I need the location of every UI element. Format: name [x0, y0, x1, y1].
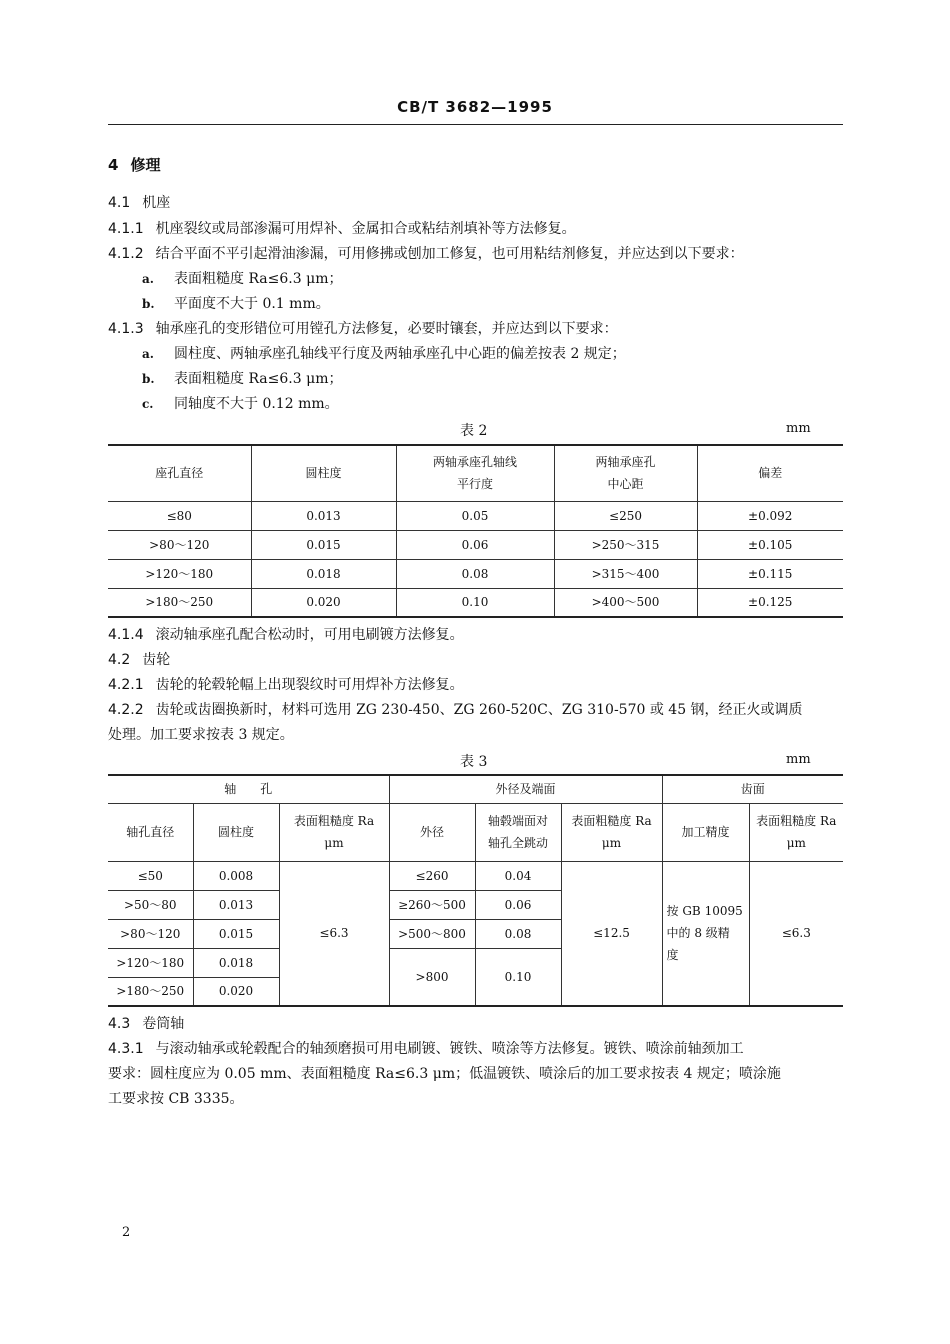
cell-line: 按 GB 10095	[666, 904, 743, 919]
table-header-row	[108, 803, 843, 861]
table-cell: 0.013	[251, 501, 396, 530]
table-cell: >500～800	[389, 919, 475, 948]
col-header: 圆柱度	[251, 445, 396, 501]
header-line: 表面粗糙度 Ra	[293, 814, 375, 828]
table-cell: ±0.125	[697, 588, 843, 617]
item-label: b.	[142, 372, 155, 386]
col-header: 圆柱度	[193, 803, 279, 861]
table-cell: 0.08	[396, 559, 554, 588]
clause-number: 4.3.1	[108, 1041, 144, 1057]
table-cell: 0.008	[193, 861, 279, 890]
section-title: 齿轮	[142, 652, 171, 668]
table-cell: 0.020	[193, 977, 279, 1006]
table-cell: ≥260～500	[389, 890, 475, 919]
table-2-caption: 表 2	[460, 423, 488, 439]
table-cell: ±0.115	[697, 559, 843, 588]
section-number: 4.3	[108, 1016, 131, 1032]
clause-4-1-4	[108, 626, 464, 644]
table-cell: 0.08	[475, 919, 561, 948]
item-text: 平面度不大于 0.1 mm。	[174, 296, 330, 312]
clause-4-1-1	[108, 220, 576, 238]
clause-text: 轴承座孔的变形错位可用镗孔方法修复，必要时镶套，并应达到以下要求：	[155, 321, 618, 337]
col-header: 轴孔直径	[108, 803, 193, 861]
table-cell	[662, 861, 749, 1006]
page-number: 2	[122, 1225, 131, 1240]
clause-text: 结合平面不平引起滑油渗漏，可用修拂或刨加工修复，也可用粘结剂修复，并应达到以下要求：	[155, 246, 744, 262]
clause-number: 4.1.1	[108, 221, 144, 237]
list-item	[142, 395, 339, 413]
table-cell: ±0.092	[697, 501, 843, 530]
cell-line: 中的 8 级精	[666, 926, 730, 941]
clause-text: 与滚动轴承或轮毂配合的轴颈磨损可用电刷镀、镀铁、喷涂等方法修复。镀铁、喷涂前轴颈加工	[155, 1041, 744, 1057]
col-header	[554, 445, 697, 501]
table-row	[108, 530, 843, 559]
clause-4-3-1-cont: 工要求按 CB 3335。	[108, 1091, 244, 1107]
header-line: 表面粗糙度 Ra	[756, 814, 837, 828]
list-item	[142, 270, 342, 288]
header-line: μm	[786, 836, 806, 850]
clause-4-3-1	[108, 1040, 744, 1058]
item-text: 同轴度不大于 0.12 mm。	[174, 396, 339, 412]
section-title: 修理	[130, 156, 161, 174]
table-cell: 0.10	[396, 588, 554, 617]
table-cell: >50～80	[108, 890, 193, 919]
header-line: 平行度	[456, 477, 493, 492]
table-2	[108, 444, 843, 618]
list-item	[142, 370, 342, 388]
header-line: μm	[324, 836, 344, 850]
item-label: b.	[142, 297, 155, 311]
clause-number: 4.1.2	[108, 246, 144, 262]
clause-text: 齿轮的轮毂轮幅上出现裂纹时可用焊补方法修复。	[155, 677, 464, 693]
table-cell: >120～180	[108, 559, 251, 588]
table-cell: 0.06	[475, 890, 561, 919]
clause-number: 4.1.4	[108, 627, 144, 643]
table-3-unit: mm	[786, 752, 811, 767]
clause-4-3-1-cont: 要求：圆柱度应为 0.05 mm、表面粗糙度 Ra≤6.3 μm；低温镀铁、喷涂后的加工要求按表 4 规定；喷涂施	[108, 1066, 781, 1082]
table-header-row	[108, 445, 843, 501]
table-cell: 0.10	[475, 948, 561, 1006]
table-cell: ≤260	[389, 861, 475, 890]
table-cell: 0.015	[251, 530, 396, 559]
header-line: 轴孔全跳动	[487, 836, 548, 850]
table-cell: >120～180	[108, 948, 193, 977]
table-row	[108, 588, 843, 617]
col-header: 外径	[389, 803, 475, 861]
clause-4-1-3	[108, 320, 618, 338]
item-text: 圆柱度、两轴承座孔轴线平行度及两轴承座孔中心距的偏差按表 2 规定；	[174, 346, 626, 362]
clause-4-2-2-cont: 处理。加工要求按表 3 规定。	[108, 727, 294, 743]
cell-line: 度	[666, 948, 679, 963]
clause-number: 4.2.2	[108, 702, 144, 718]
section-number: 4.1	[108, 195, 131, 211]
col-header	[475, 803, 561, 861]
clause-4-2-1	[108, 676, 464, 694]
col-header: 座孔直径	[108, 445, 251, 501]
clause-4-1-2	[108, 245, 744, 263]
table-cell: ≤6.3	[279, 861, 389, 1006]
section-title: 机座	[142, 195, 171, 211]
item-text: 表面粗糙度 Ra≤6.3 μm；	[174, 371, 343, 387]
clause-text: 滚动轴承座孔配合松动时，可用电刷镀方法修复。	[155, 627, 464, 643]
table-cell: 0.04	[475, 861, 561, 890]
table-cell: 0.06	[396, 530, 554, 559]
table-row	[108, 861, 843, 890]
header-line: 两轴承座孔	[595, 455, 656, 470]
group-header: 齿面	[662, 775, 843, 803]
col-header	[561, 803, 662, 861]
table-row	[108, 559, 843, 588]
table-cell: >80～120	[108, 530, 251, 559]
col-header: 加工精度	[662, 803, 749, 861]
table-cell: 0.015	[193, 919, 279, 948]
table-cell: ≤12.5	[561, 861, 662, 1006]
table-cell: ≤80	[108, 501, 251, 530]
table-cell: ≤250	[554, 501, 697, 530]
col-header	[279, 803, 389, 861]
header-line: 轴毂端面对	[487, 814, 548, 828]
table-3	[108, 774, 843, 1007]
item-label: a.	[142, 347, 154, 361]
section-4-3-heading	[108, 1015, 184, 1033]
table-cell: >250～315	[554, 530, 697, 559]
table-cell: >800	[389, 948, 475, 1006]
table-cell: 0.05	[396, 501, 554, 530]
group-header: 外径及端面	[389, 775, 662, 803]
header-line: μm	[601, 836, 622, 850]
section-title: 卷筒轴	[142, 1016, 185, 1032]
clause-4-2-2	[108, 701, 803, 719]
table-row	[108, 501, 843, 530]
col-header: 偏差	[697, 445, 843, 501]
section-4-2-heading	[108, 651, 170, 669]
item-label: c.	[142, 397, 154, 411]
table-cell: >400～500	[554, 588, 697, 617]
table-group-header-row	[108, 775, 843, 803]
table-cell: 0.020	[251, 588, 396, 617]
clause-text: 齿轮或齿圈换新时，材料可选用 ZG 230-450、ZG 260-520C、ZG 310-570 或 45 钢，经正火或调质	[155, 702, 803, 718]
table-cell: ≤6.3	[749, 861, 843, 1006]
header-line: 两轴承座孔轴线	[432, 455, 517, 470]
table-cell: ±0.105	[697, 530, 843, 559]
group-header: 轴 孔	[108, 775, 389, 803]
item-label: a.	[142, 272, 154, 286]
table-cell: >80～120	[108, 919, 193, 948]
table-3-caption: 表 3	[460, 754, 488, 770]
col-header	[749, 803, 843, 861]
clause-text: 机座裂纹或局部渗漏可用焊补、金属扣合或粘结剂填补等方法修复。	[155, 221, 576, 237]
item-text: 表面粗糙度 Ra≤6.3 μm；	[174, 271, 343, 287]
col-header	[396, 445, 554, 501]
section-4-1-heading	[108, 194, 170, 212]
list-item	[142, 345, 626, 363]
section-number: 4.2	[108, 652, 131, 668]
table-cell: >315～400	[554, 559, 697, 588]
clause-number: 4.2.1	[108, 677, 144, 693]
table-cell: >180～250	[108, 588, 251, 617]
table-cell: 0.018	[251, 559, 396, 588]
table-cell: 0.018	[193, 948, 279, 977]
table-cell: >180～250	[108, 977, 193, 1006]
list-item	[142, 295, 330, 313]
section-number: 4	[108, 156, 119, 174]
header-line: 表面粗糙度 Ra	[571, 814, 652, 828]
standard-code-header: CB/T 3682—1995	[397, 98, 553, 116]
table-cell: 0.013	[193, 890, 279, 919]
table-cell: ≤50	[108, 861, 193, 890]
header-rule	[108, 124, 843, 125]
section-4-heading	[108, 156, 160, 174]
table-2-unit: mm	[786, 421, 811, 436]
clause-number: 4.1.3	[108, 321, 144, 337]
header-line: 中心距	[607, 477, 644, 492]
